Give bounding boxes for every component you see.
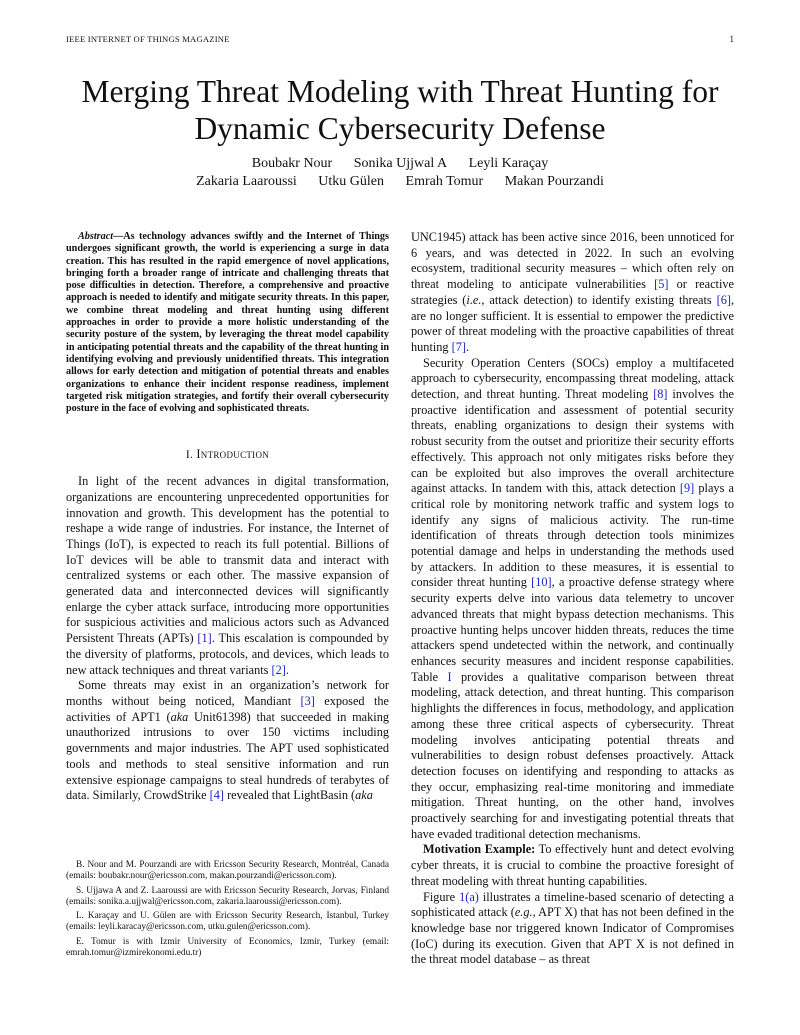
author: Zakaria Laaroussi bbox=[196, 174, 297, 189]
table-link[interactable]: I bbox=[447, 669, 452, 684]
figure-link[interactable]: 1(a) bbox=[459, 889, 479, 904]
title-line-1: Merging Threat Modeling with Threat Hunting for bbox=[81, 74, 719, 109]
citation-link[interactable]: [9] bbox=[679, 481, 695, 496]
citation-link[interactable]: [2] bbox=[271, 662, 286, 677]
title-line-2: Dynamic Cybersecurity Defense bbox=[194, 111, 606, 146]
footnote: B. Nour and M. Pourzandi are with Ericsson Security Research, Montréal, Canada (emails: boubakr.nour@ericsson.com, makan.pourzandi@ericsson.com). bbox=[66, 860, 389, 882]
author-row-1 bbox=[0, 155, 800, 173]
left-column bbox=[66, 231, 389, 804]
motivation-label: Motivation Example: bbox=[423, 842, 536, 857]
page-number: 1 bbox=[729, 34, 734, 44]
footnote: L. Karaçay and U. Gülen are with Ericsson Security Research, Istanbul, Turkey (emails: leyli.karacay@ericsson.com, utku.gulen@ericsson.com). bbox=[66, 911, 389, 933]
section-heading-introduction: I. Introduction bbox=[185, 447, 270, 462]
paper-title bbox=[0, 73, 800, 147]
citation-link[interactable]: [1] bbox=[197, 631, 212, 646]
abstract bbox=[66, 231, 389, 415]
author: Makan Pourzandi bbox=[504, 174, 604, 189]
citation-link[interactable]: [5] bbox=[654, 277, 669, 292]
running-header: IEEE INTERNET OF THINGS MAGAZINE bbox=[66, 34, 230, 44]
intro-paragraph-1: In light of the recent advances in digital transformation, organizations are encountering unprecedented opportunities for innovation and growth. This development has the potential to reshape a wide range of industries. For instance, the Internet of Things (IoT), is expected to reach its full potential. Billions of IoT devices will be able to transmit data and interact with centralized systems or each other. The massive expansion of generated data and interconnected devices will significantly enlarge the cyber attack surface, introducing more opportunities for suspicious activities and malicious actors such as Advanced Persistent Threats (APTs) [1]. This escalation is compounded by the diversity of platforms, protocols, and devices, which leads to new attack techniques and threat variants [2]. bbox=[66, 474, 389, 677]
citation-link[interactable]: [3] bbox=[300, 694, 315, 708]
right-column bbox=[411, 230, 734, 968]
citation-link[interactable]: [6] bbox=[716, 292, 731, 307]
author: Sonika Ujjwal A bbox=[353, 156, 448, 171]
citation-link[interactable]: [8] bbox=[653, 387, 668, 402]
intro-paragraph-3: Security Operation Centers (SOCs) employ a multifaceted approach to cybersecurity, encompassing threat modeling, attack detection, and threat hunting. Threat modeling [8] involves the proactive identification and assessment of potential security threats, enabling organizations to design their systems with robust security from the outset and prioritize their security efforts effectively. This approach not only mitigates risks before they can be exploited but also improves the overall architecture against attacks. In tandem with this, attack detection [9] plays a critical role by monitoring network traffic and system logs to identify any signs of malicious activity. The run-time identification of threats through detection tools minimizes potential damage and helps in understanding the methods used by attackers. In addition to these measures, it is essential to consider threat hunting [10], a proactive defense strategy where security experts delve into various data telemetry to uncover advanced threats that might bypass detection mechanisms. This proactive hunting helps uncover hidden threats, reduces the time attackers spend undetected within the network, and continually enhances security measures and incident response capabilities. Table I provides a qualitative comparison between threat modeling, attack detection, and threat hunting. This comparison highlights the differences in focus, methodology, and application among these three critical aspects of cybersecurity. Threat modeling involves anticipating potential threats and vulnerabilities to design robust defenses proactively. Attack detection focuses on identifying and responding to attacks as they occur, emphasizing real-time monitoring and immediate mitigation. Threat hunting, on the other hand, involves proactively searching for and investigating potential threats that have evaded traditional detection mechanisms. bbox=[411, 355, 734, 841]
abstract-text: —As technology advances swiftly and the Internet of Things undergoes significant growth, the world is experiencing a surge in data creation. This has resulted in the rapid emergence of novel applications, bringing forth a broader range of intricate and challenging threats that pose difficulties in detection. Therefore, a comprehensive and proactive approach is needed to identify and mitigate security threats. In this paper, we combine threat modeling and threat hunting using different approaches in order to provide a more holistic understanding of the security posture of the system, by leveraging the threat model capability in anticipating potential threats and the capability of the threat hunting in identifying evolving and previously unidentified threats. This integration allows for early detection and mitigation of potential threats and enables organizations to enhance their incident response readiness, implement targeted risk mitigation strategies, and fortify their overall cybersecurity posture in the face of evolving and sophisticated threats. bbox=[66, 231, 389, 415]
footnote: E. Tomur is with Izmir University of Economics, Izmir, Turkey (email: emrah.tomur@izmirekonomi.edu.tr) bbox=[66, 936, 389, 959]
author: Boubakr Nour bbox=[251, 156, 333, 171]
author-list bbox=[0, 155, 800, 191]
intro-paragraph-2: Some threats may exist in an organization’s network for months without being noticed, Mandiant [3] exposed the activities of APT1 (aka Unit61398) that succeeded in making unauthorized intrusions to over 150 victims including governments and major industries. The APT used sophisticated tools and methods to steal sensitive information and run extensive espionage campaigns to steal hundreds of terabytes of data. Similarly, CrowdStrike [4] revealed that LightBasin (aka bbox=[66, 678, 390, 803]
citation-link[interactable]: [4] bbox=[209, 788, 225, 803]
author-row-2 bbox=[0, 173, 800, 191]
citation-link[interactable]: [10] bbox=[531, 575, 552, 590]
author-affiliations bbox=[66, 860, 389, 962]
author: Emrah Tomur bbox=[405, 174, 484, 189]
figure-paragraph: Figure 1(a) illustrates a timeline-based scenario of detecting a sophisticated attack (e.g., APT X) that has not been defined in the knowledge base nor triggered known Indicator of Compromises (IoC) during its execution. Given that APT X is not defined in the threat model database – as threat bbox=[411, 889, 734, 967]
citation-link[interactable]: [7] bbox=[451, 339, 466, 354]
author: Utku Gülen bbox=[318, 174, 385, 189]
motivation-paragraph: Motivation Example: To effectively hunt and detect evolving cyber threats, it is crucial to combine the proactive foresight of threat modeling with threat hunting capabilities. bbox=[411, 842, 734, 888]
footnote: S. Ujjawa A and Z. Laaroussi are with Ericsson Security Research, Jorvas, Finland (emails: sonika.a.ujjwal@ericsson.com, zakaria.laaroussi@ericsson.com). bbox=[66, 885, 389, 907]
author: Leyli Karaçay bbox=[468, 156, 549, 171]
abstract-label: Abstract bbox=[78, 231, 114, 242]
intro-paragraph-2-continued: UNC1945) attack has been active since 2016, been unnoticed for 6 years, and was detected in 2022. In such an evolving ecosystem, traditional security measures – which often rely on threat modeling to anticipate vulnerabilities [5] or reactive strategies (i.e., attack detection) to identify existing threats [6], are no longer sufficient. It is essential to empower the predictive power of threat modeling with the proactive capabilities of threat hunting [7]. bbox=[411, 230, 735, 354]
